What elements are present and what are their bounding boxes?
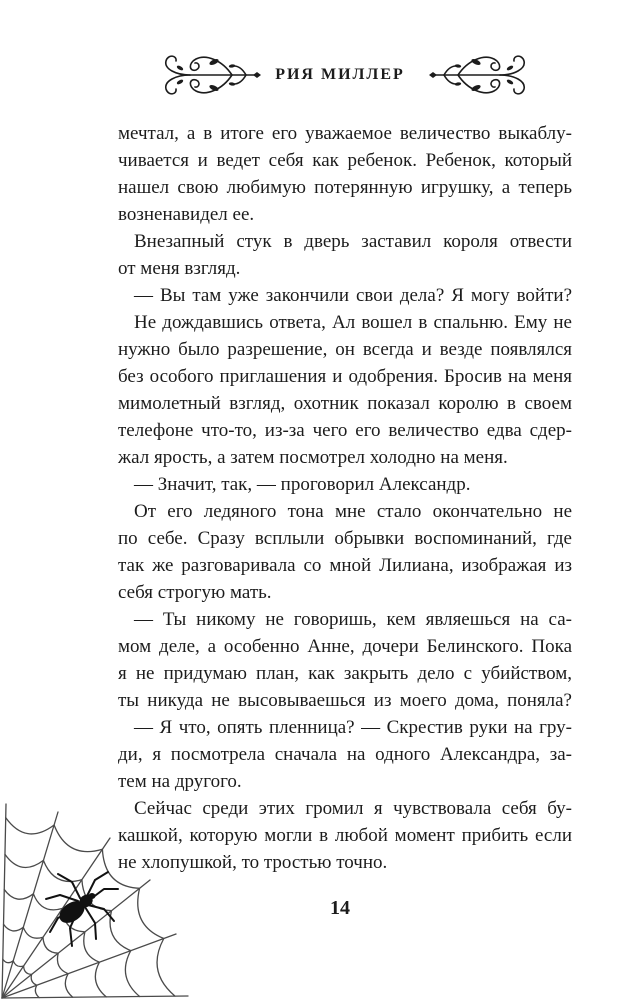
flourish-ornament-icon — [428, 50, 532, 100]
web-radial-strand — [2, 804, 6, 998]
page-number: 14 — [330, 897, 350, 919]
text-line: возненавидел ее. — [118, 204, 255, 225]
spider-web-icon — [0, 800, 190, 1000]
text-line: себя строгую мать. — [118, 582, 272, 603]
web-spiral-strand — [5, 854, 140, 996]
text-line: — Вы там уже закончили свои дела? Я могу войти? — [134, 285, 572, 306]
web-radial-strand — [2, 838, 110, 998]
text-line: я не придумаю план, как закрыть дело с убийством, — [118, 663, 572, 684]
text-line: — Я что, опять пленница? — Скрестив руки на гру- — [134, 717, 572, 738]
body-text — [118, 120, 572, 876]
text-line: нужно было разрешение, он всегда и везде появлялся — [118, 339, 572, 360]
text-line: мимолетный взгляд, охотник показал королю в своем — [118, 393, 572, 414]
paragraph — [118, 471, 572, 498]
text-line: — Значит, так, — проговорил Александр. — [134, 474, 471, 495]
text-line: От его ледяного тона мне стало окончательно не — [134, 501, 572, 522]
flourish-ornament-icon — [158, 50, 262, 100]
text-line: Внезапный стук в дверь заставил короля отвести — [134, 231, 572, 252]
text-line: жал ярость, а затем посмотрел холодно на меня. — [118, 447, 508, 468]
text-line: чивается и ведет себя как ребенок. Ребенок, который — [118, 150, 572, 171]
text-line: ди, я посмотрела сначала на одного Александра, за- — [118, 744, 572, 765]
paragraph — [118, 309, 572, 471]
text-line: — Ты никому не говоришь, кем являешься на са- — [134, 609, 572, 630]
paragraph — [118, 120, 572, 228]
text-line: мом деле, а особенно Анне, дочери Белинского. Пока — [118, 636, 572, 657]
paragraph — [118, 498, 572, 606]
text-line: тем на другого. — [118, 771, 242, 792]
web-spiral-strand — [6, 818, 175, 997]
text-line: Не дождавшись ответа, Ал вошел в спальню. Ему не — [134, 312, 572, 333]
text-line: от меня взгляд. — [118, 258, 241, 279]
paragraph — [118, 714, 572, 795]
text-line: так же разговаривала со мной Лилиана, изображая из — [118, 555, 572, 576]
text-line: кашкой, которую могли в любой момент прибить если — [118, 825, 572, 846]
paragraph — [118, 282, 572, 309]
text-line: по себе. Сразу всплыли обрывки воспоминаний, где — [118, 528, 572, 549]
text-line: телефоне что-то, из-за чего его величество едва сдер- — [118, 420, 572, 441]
text-line: без особого приглашения и одобрения. Бросив на меня — [118, 366, 572, 387]
text-line: не хлопушкой, то тростью точно. — [118, 852, 388, 873]
paragraph — [118, 228, 572, 282]
web-radial-strand — [2, 934, 176, 998]
text-line: Сейчас среди этих громил я чувствовала себя бу- — [134, 798, 572, 819]
web-strands — [2, 804, 188, 998]
text-line: нашел свою любимую потерянную игрушку, а теперь — [118, 177, 572, 198]
text-line: ты никуда не высовываешься из моего дома, поняла? — [118, 690, 572, 711]
paragraph — [118, 606, 572, 714]
web-radial-strand — [2, 812, 58, 998]
text-line: мечтал, а в итоге его уважаемое величество выкаблу- — [118, 123, 572, 144]
web-radial-strand — [2, 996, 188, 998]
running-title: РИЯ МИЛЛЕР — [275, 66, 405, 83]
